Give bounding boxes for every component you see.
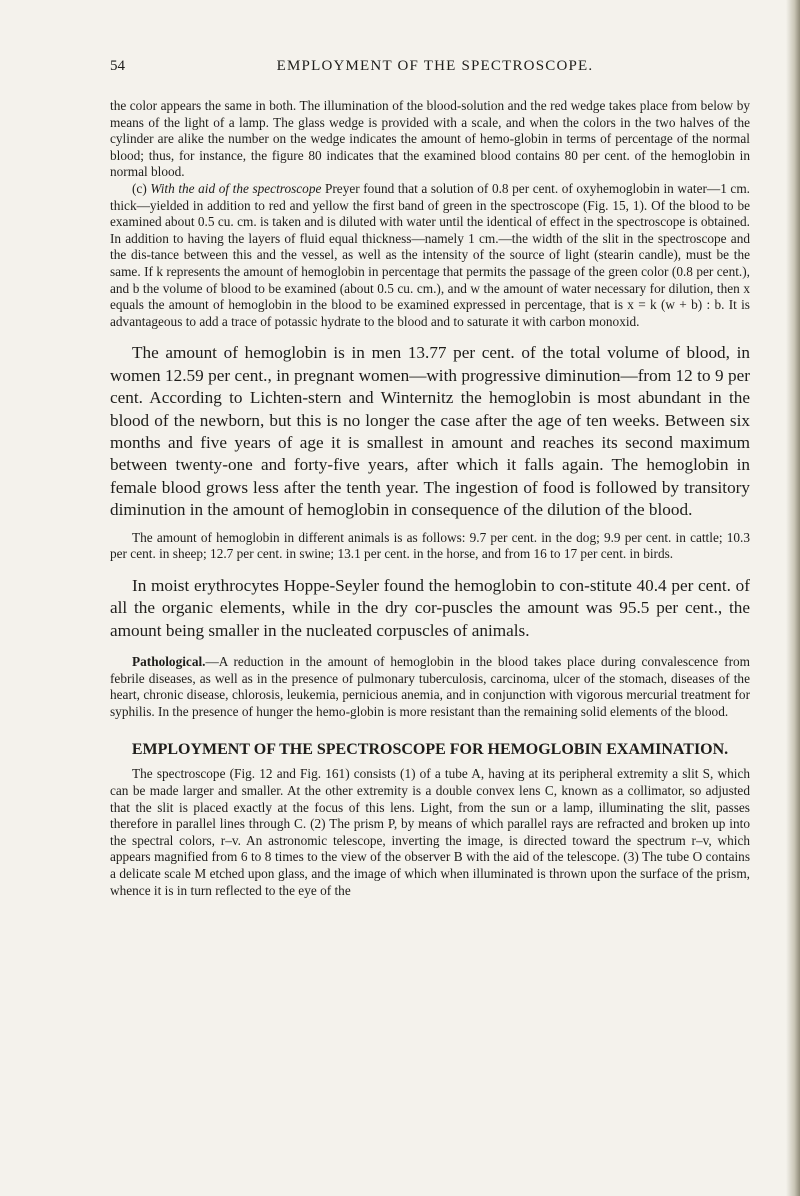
paragraph-spectroscope-parts: The spectroscope (Fig. 12 and Fig. 161) consists (1) of a tube A, having at its peripheral extremity a slit S, which can be made larger and smaller. At the other extremity is a double convex lens C, known as a collimator, so adjusted that the slit is placed exactly at the focus of this lens. Light, from the sun or a lamp, illuminating the slit, passes therefore in parallel lines through C. (2) The prism P, by means of which parallel rays are refracted and broken up into the spectral colors, r–v. An astronomic telescope, inverting the image, is directed toward the spectrum r–v, which appears magnified from 6 to 8 times to the view of the observer B with the aid of the telescope. (3) The tube O contains a delicate scale M etched upon glass, and the image of which when illuminated is thrown upon the surface of the prism, whence it is in turn reflected to the eye of the <box>110 766 750 898</box>
paragraph-body: Preyer found that a solution of 0.8 per cent. of oxyhemoglobin in water—1 cm. thick—yielded in addition to red and yellow the first band of green in the spectroscope (Fig. 15, 1). Of the blood to be examined about 0.5 cu. cm. is taken and is diluted with water until the identical of effect in the spectroscope is obtained. In addition to having the layers of fluid equal thickness—namely 1 cm.—the width of the slit in the spectroscope and the dis-tance between this and the vessel, as well as the intensity of the source of light (stearin candle), must be the same. If k represents the amount of hemoglobin in percentage that permits the passage of the green color (0.8 per cent.), and b the volume of blood to be examined (about 0.5 cu. cm.), and w the amount of water necessary for dilution, then x equals the amount of hemoglobin in the blood to be examined expressed in percentage, that is x = k (w + b) : b. It is advantageous to add a trace of potassic hydrate to the blood and to saturate it with carbon monoxid. <box>110 180 750 329</box>
page-edge-shadow <box>786 0 800 1196</box>
paragraph-body: —A reduction in the amount of hemoglobin in the blood takes place during convalescence from febrile diseases, as well as in the presence of pulmonary tuberculosis, carcinoma, ulcer of the stomach, diseases of the heart, chronic disease, chlorosis, leukemia, pernicious anemia, and in conjunction with vigorous mercurial treatment for syphilis. In the presence of hunger the hemo-globin is more resistant than the remaining solid elements of the blood. <box>110 653 750 719</box>
book-page <box>110 58 750 899</box>
paragraph-label: (c) <box>132 180 147 196</box>
paragraph-erythrocytes: In moist erythrocytes Hoppe-Seyler found the hemoglobin to con-stitute 40.4 per cent. of all the organic elements, while in the dry cor-puscles the amount was 95.5 per cent., the amount being smaller in the nucleated corpuscles of animals. <box>110 575 750 640</box>
paragraph-hemoglobin-amount: The amount of hemoglobin is in men 13.77 per cent. of the total volume of blood, in women 12.59 per cent., in pregnant women—with progressive diminution—from 12 to 9 per cent. According to Lichten-stern and Winternitz the hemoglobin is most abundant in the blood of the newborn, but this is no longer the case after the age of ten weeks. Between six months and five years of age it is smallest in amount and reaches its second maximum between twenty-one and forty-five years, after which it falls again. The hemoglobin in female blood grows less after the tenth year. The ingestion of food is followed by transitory diminution in the amount of hemoglobin in consequence of the dilution of the blood. <box>110 343 750 520</box>
section-heading: EMPLOYMENT OF THE SPECTROSCOPE FOR HEMOGLOBIN EXAMINATION. <box>131 741 729 759</box>
paragraph-run-in-heading: Pathological. <box>132 653 206 669</box>
paragraph-italic-lead: With the aid of the spectroscope <box>150 180 322 196</box>
running-head: EMPLOYMENT OF THE SPECTROSCOPE. <box>276 58 594 74</box>
page-header <box>110 58 750 84</box>
paragraph-pathological <box>110 654 750 720</box>
paragraph-wedge-scale: the color appears the same in both. The illumination of the blood-solution and the red wedge takes place from below by means of the light of a lamp. The glass wedge is provided with a scale, and when the colors in the two halves of the cylinder are alike the number on the wedge indicates the amount of hemo-globin in terms of percentage of the normal blood; thus, for instance, the figure 80 indicates that the examined blood contains 80 per cent. of the hemoglobin in normal blood. <box>110 98 750 180</box>
paragraph-spectroscope-method <box>110 181 750 330</box>
paragraph-animals: The amount of hemoglobin in different animals is as follows: 9.7 per cent. in the dog; 9.9 per cent. in cattle; 10.3 per cent. in sheep; 12.7 per cent. in swine; 13.1 per cent. in the horse, and from 16 to 17 per cent. in birds. <box>110 529 750 562</box>
page-number: 54 <box>110 58 125 74</box>
